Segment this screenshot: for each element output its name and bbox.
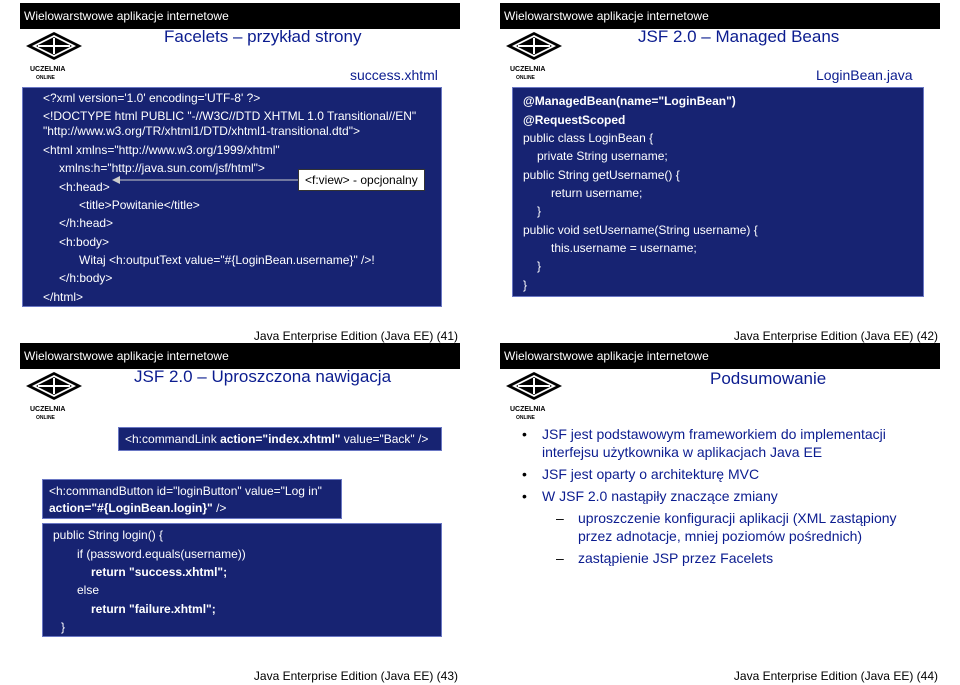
slide-footer: Java Enterprise Edition (Java EE) (43) bbox=[253, 669, 458, 683]
login-method-code-box bbox=[42, 523, 442, 637]
code-line: <title>Powitanie</title> bbox=[79, 198, 200, 212]
slide-title: Facelets – przykład strony bbox=[164, 27, 362, 46]
fview-callout: <f:view> - opcjonalny bbox=[298, 169, 425, 191]
uczelnia-online-logo bbox=[504, 26, 564, 82]
code-line: </html> bbox=[43, 290, 84, 304]
code-line: "http://www.w3.org/TR/xhtml1/DTD/xhtml1-transitional.dtd"> bbox=[43, 124, 360, 138]
xhtml-code-box bbox=[22, 87, 442, 307]
code-line: } bbox=[537, 204, 542, 218]
code-line: </h:head> bbox=[59, 216, 114, 230]
code-fragment: /> bbox=[212, 501, 227, 515]
code-line: this.username = username; bbox=[551, 241, 697, 255]
code-line: <h:head> bbox=[59, 180, 110, 194]
slide-header-bar: Wielowarstwowe aplikacje internetowe bbox=[500, 343, 940, 369]
code-line: </h:body> bbox=[59, 271, 113, 285]
slide-43 bbox=[20, 343, 460, 685]
code-line: } bbox=[537, 259, 542, 273]
code-fragment: value="Back" /> bbox=[340, 432, 429, 446]
svg-text:ONLINE: ONLINE bbox=[36, 75, 55, 81]
code-line: } bbox=[523, 278, 528, 292]
code-line: <h:body> bbox=[59, 235, 110, 249]
code-line: <!DOCTYPE html PUBLIC "-//W3C//DTD XHTML 1.0 Transitional//EN" bbox=[43, 109, 417, 123]
code-line: @ManagedBean(name="LoginBean") bbox=[523, 94, 736, 108]
bullet-item: • W JSF 2.0 nastąpiły znaczące zmiany bbox=[518, 487, 918, 505]
code-line: xmlns:h="http://java.sun.com/jsf/html"> bbox=[59, 161, 265, 175]
uczelnia-online-logo bbox=[24, 366, 84, 422]
code-line: <html xmlns="http://www.w3.org/1999/xhtml" bbox=[43, 143, 280, 157]
slide-title: JSF 2.0 – Uproszczona nawigacja bbox=[134, 367, 392, 386]
slide-footer: Java Enterprise Edition (Java EE) (42) bbox=[733, 329, 938, 343]
slide-footer: Java Enterprise Edition (Java EE) (41) bbox=[253, 329, 458, 343]
svg-text:UCZELNIA: UCZELNIA bbox=[510, 406, 546, 413]
commandlink-line bbox=[125, 432, 428, 446]
slide-title: Podsumowanie bbox=[710, 369, 827, 388]
code-line: public void setUsername(String username) { bbox=[523, 223, 758, 237]
code-line: public class LoginBean { bbox=[523, 131, 654, 145]
slide-header-bar: Wielowarstwowe aplikacje internetowe bbox=[500, 3, 940, 29]
slide-44 bbox=[500, 343, 940, 685]
code-line bbox=[49, 501, 226, 515]
code-line: @RequestScoped bbox=[523, 113, 626, 127]
summary-bullet-list bbox=[518, 425, 918, 571]
filename-label: success.xhtml bbox=[350, 67, 438, 83]
svg-text:UCZELNIA: UCZELNIA bbox=[510, 66, 546, 73]
filename-label: LoginBean.java bbox=[816, 67, 913, 83]
slide-header-bar: Wielowarstwowe aplikacje internetowe bbox=[20, 3, 460, 29]
code-fragment-bold: action="index.xhtml" bbox=[220, 432, 341, 446]
commandlink-code-box bbox=[118, 427, 442, 451]
bullet-item: • JSF jest podstawowym frameworkiem do implementacji interfejsu użytkownika w aplikacjach Java EE bbox=[518, 425, 918, 461]
svg-text:UCZELNIA: UCZELNIA bbox=[30, 406, 66, 413]
uczelnia-online-logo bbox=[504, 366, 564, 422]
sub-bullet-item: – zastąpienie JSP przez Facelets bbox=[518, 549, 918, 567]
code-line: } bbox=[61, 620, 66, 634]
code-line: <?xml version='1.0' encoding='UTF-8' ?> bbox=[43, 91, 261, 105]
commandbutton-code-box bbox=[42, 479, 342, 519]
code-line: Witaj <h:outputText value="#{LoginBean.username}" />! bbox=[79, 253, 375, 267]
code-line: public String getUsername() { bbox=[523, 168, 680, 182]
code-line: if (password.equals(username)) bbox=[77, 547, 246, 561]
uczelnia-online-logo bbox=[24, 26, 84, 82]
code-line: return username; bbox=[551, 186, 643, 200]
slide-footer: Java Enterprise Edition (Java EE) (44) bbox=[733, 669, 938, 683]
callout-arrow bbox=[112, 173, 312, 187]
code-line: public String login() { bbox=[53, 528, 164, 542]
code-line: return "success.xhtml"; bbox=[91, 565, 228, 579]
slide-42 bbox=[500, 3, 940, 345]
code-fragment: <h:commandLink bbox=[125, 432, 221, 446]
code-line: return "failure.xhtml"; bbox=[91, 602, 216, 616]
code-line: private String username; bbox=[537, 149, 668, 163]
slide-header-bar: Wielowarstwowe aplikacje internetowe bbox=[20, 343, 460, 369]
svg-text:ONLINE: ONLINE bbox=[516, 415, 535, 421]
slide-title: JSF 2.0 – Managed Beans bbox=[638, 27, 840, 46]
svg-text:ONLINE: ONLINE bbox=[516, 75, 535, 81]
bullet-item: • JSF jest oparty o architekturę MVC bbox=[518, 465, 918, 483]
java-code-box bbox=[512, 87, 924, 297]
svg-text:ONLINE: ONLINE bbox=[36, 415, 55, 421]
slide-41 bbox=[20, 3, 460, 345]
sub-bullet-item: – uproszczenie konfiguracji aplikacji (XML zastąpiony przez adnotacje, mniej poziomów pośrednich) bbox=[518, 509, 918, 545]
svg-text:UCZELNIA: UCZELNIA bbox=[30, 66, 66, 73]
code-line: else bbox=[77, 583, 100, 597]
code-fragment-bold: action="#{LoginBean.login}" bbox=[49, 501, 213, 515]
code-line: <h:commandButton id="loginButton" value="Log in" bbox=[49, 484, 322, 498]
